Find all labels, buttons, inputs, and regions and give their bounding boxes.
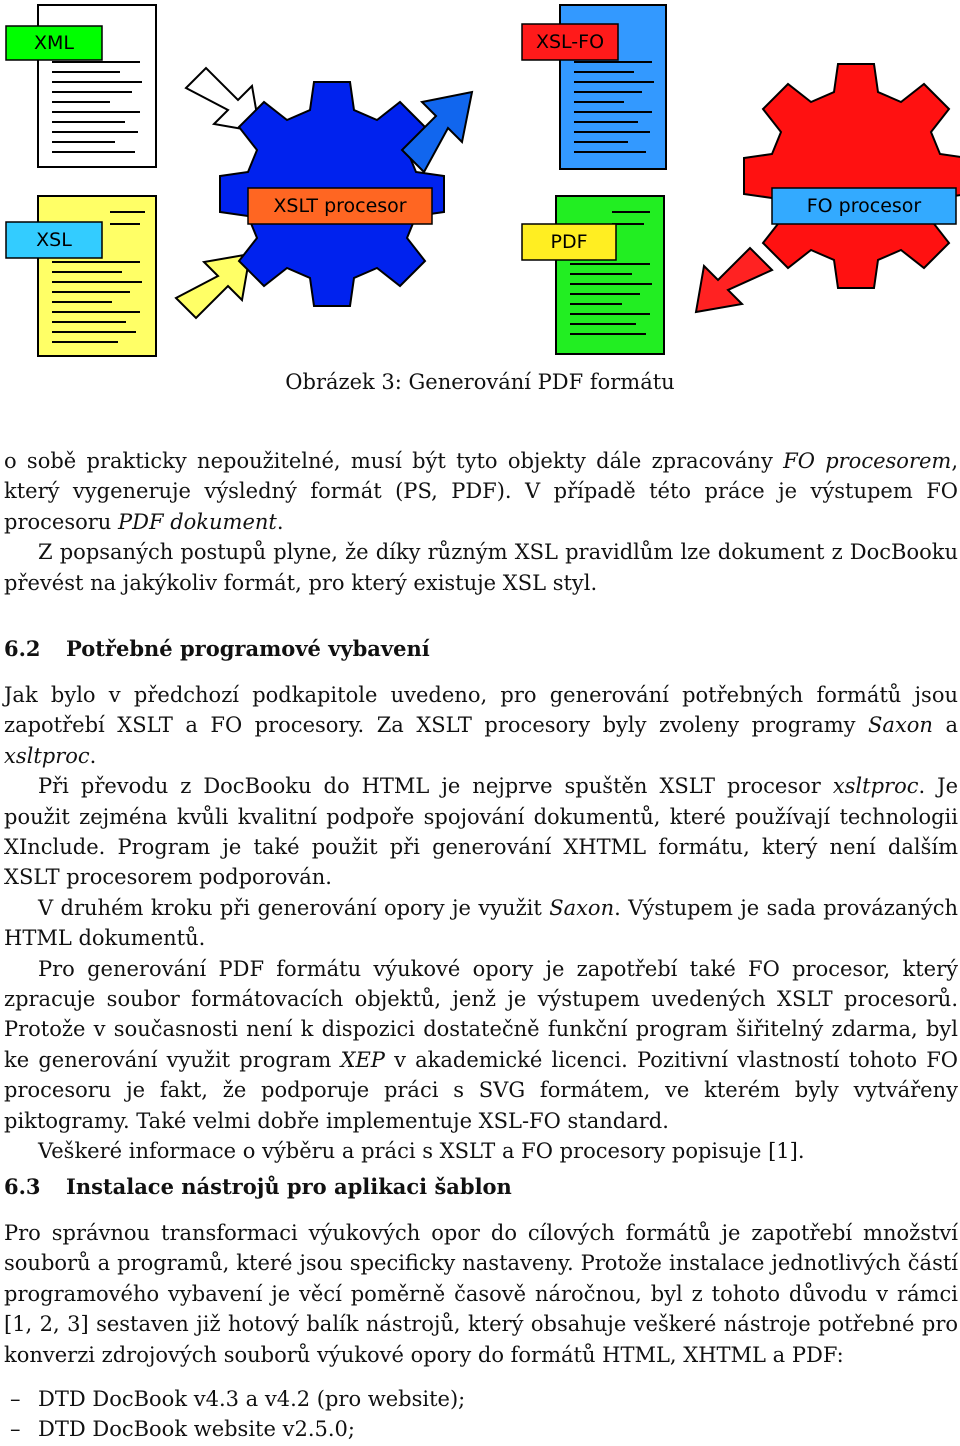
list-item: – DTD DocBook v4.3 a v4.2 (pro website); — [4, 1384, 958, 1414]
paragraph-reference: Veškeré informace o výběru a práci s XSLT a FO procesory popisuje [1]. — [38, 1139, 805, 1164]
text-block-3 — [4, 1218, 958, 1445]
paragraph-processors: Jak bylo v předchozí podkapitole uvedeno, pro generování potřebných formátů jsou zapotřebí XSLT a FO procesory. Za XSLT procesory byly zvoleny programy Saxon a xsltproc. — [4, 683, 958, 768]
pdf-document — [522, 196, 664, 354]
tools-list — [4, 1384, 958, 1445]
section-heading-6-3: 6.3 Instalace nástrojů pro aplikaci šablon — [4, 1174, 512, 1199]
xsl-label: XSL — [36, 229, 72, 251]
paragraph-fo-xep: Pro generování PDF formátu výukové opory je zapotřebí také FO procesor, který zpracuje soubor formátovacích objektů, jenž je výstupem uvedených XSLT procesorů. Protože v současnosti není k dispozici dostatečně funkční program šiřitelný zdarma, byl ke generování využit program XEP v akademické licenci. Pozitivní vlastností tohoto FO procesoru je fakt, že podporuje práci s SVG formátem, ve kterém byly vytvářeny piktogramy. Také velmi dobře implementuje XSL-FO standard. — [4, 956, 958, 1133]
fo-processor-label: FO procesor — [806, 195, 922, 217]
pdf-label: PDF — [550, 231, 588, 253]
fo-processor-gear — [744, 64, 960, 288]
figure-caption: Obrázek 3: Generování PDF formátu — [285, 370, 675, 394]
paragraph-fo-processing: o sobě prakticky nepoužitelné, musí být tyto objekty dále zpracovány FO procesorem, který vygeneruje výsledný formát (PS, PDF). V případě této práce je výstupem FO procesoru PDF dokument. — [4, 449, 959, 534]
paragraph-xsltproc: Při převodu z DocBooku do HTML je nejprve spuštěn XSLT procesor xsltproc. Je použit zejména kvůli kvalitní podpoře spojování dokumentů, které používají technologii XInclude. Program je také použit při generování XHTML formátu, který není dalším XSLT procesorem podporován. — [4, 774, 959, 890]
text-block-2 — [4, 680, 958, 1167]
text-block-1 — [4, 446, 958, 598]
section-heading-6-2: 6.2 Potřebné programové vybavení — [4, 636, 430, 661]
paragraph-installation: Pro správnou transformaci výukových opor do cílových formátů je zapotřebí množství souborů a programů, které jsou specificky nastaveny. Protože instalace jednotlivých částí programového vybavení je věcí poměrně časově náročnou, byl z tohoto důvodu v rámci [1, 2, 3] sestaven již hotový balík nástrojů, který obsahuje veškeré nástroje potřebné pro konverzi zdrojových souborů výukové opory do formátů HTML, XHTML a PDF: — [4, 1221, 958, 1367]
xml-label: XML — [34, 32, 74, 54]
xslt-processor-label: XSLT procesor — [273, 195, 407, 217]
xslt-processor-gear — [220, 82, 444, 306]
xsl-fo-document — [522, 5, 666, 169]
xsl-document — [6, 196, 156, 356]
paragraph-saxon: V druhém kroku při generování opory je využit Saxon. Výstupem je sada provázaných HTML dokumentů. — [4, 895, 959, 951]
arrow-xsl-to-processor — [176, 254, 250, 318]
paragraph-conclusion: Z popsaných postupů plyne, že díky různým XSL pravidlům lze dokument z DocBooku převést na jakýkoliv formát, pro který existuje XSL styl. — [4, 540, 958, 595]
list-item: – DTD DocBook website v2.5.0; — [4, 1414, 958, 1444]
xml-document — [6, 5, 156, 167]
pdf-generation-diagram — [0, 0, 960, 360]
arrow-fo-to-pdf — [696, 248, 772, 312]
xsl-fo-label: XSL-FO — [535, 31, 605, 53]
